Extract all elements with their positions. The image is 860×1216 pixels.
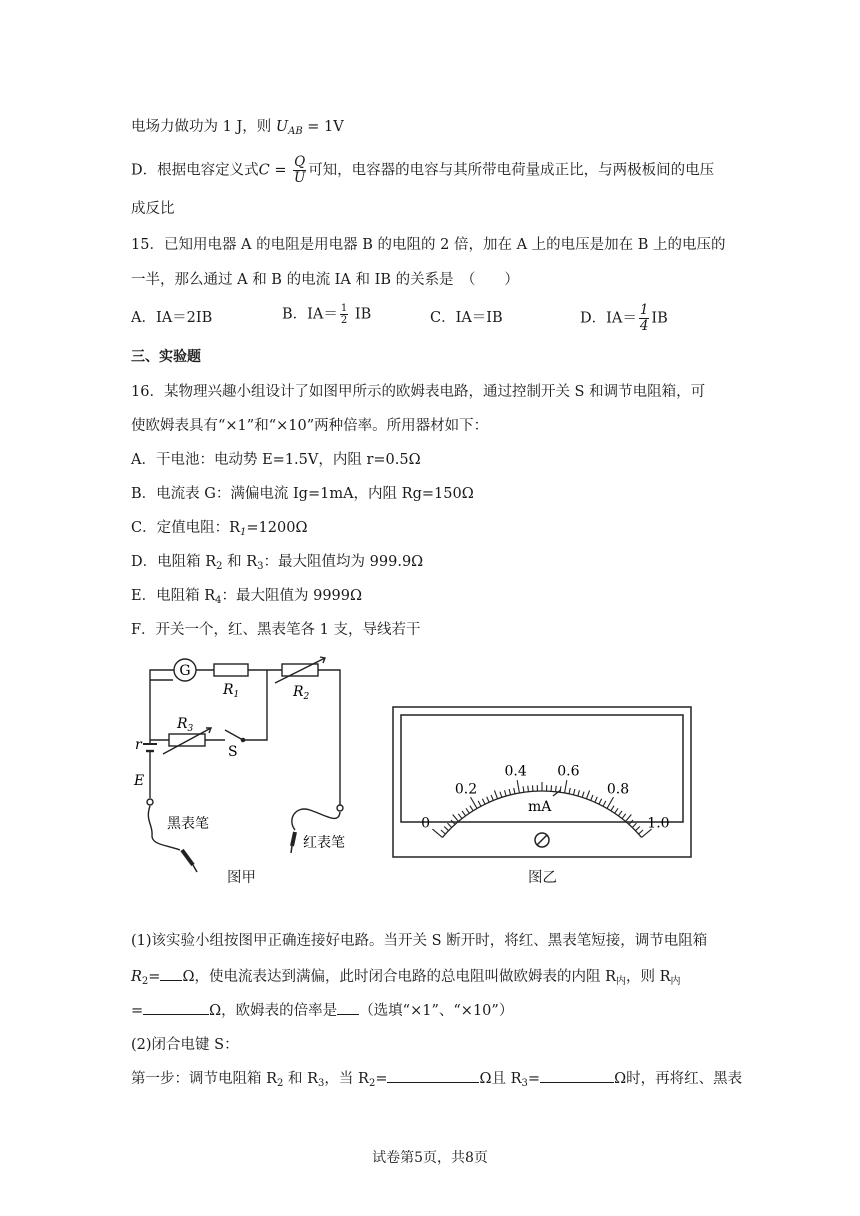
scale-tick bbox=[514, 788, 515, 794]
resistor-r1 bbox=[214, 664, 248, 676]
scale-tick bbox=[569, 788, 570, 794]
scale-tick bbox=[462, 811, 466, 816]
q15-option-d: D．IA＝ $\frac{1}{4}$ IB bbox=[580, 302, 668, 334]
unit-label: mA bbox=[528, 799, 552, 815]
scale-tick bbox=[466, 808, 469, 813]
figure-a-caption: 图甲 bbox=[227, 870, 256, 886]
black-probe-label: 黑表笔 bbox=[167, 816, 209, 832]
scale-tick bbox=[444, 827, 448, 831]
figure-b-caption: 图乙 bbox=[528, 870, 557, 886]
equipment-item-d: D．电阻箱 $R_2$ 和 $R_3$：最大阻值均为 999.9Ω bbox=[131, 554, 424, 572]
page-footer: 试卷第5页，共8页 bbox=[372, 1150, 488, 1166]
text-line-field-work: 电场力做功为 1 J，则 $U_{AB} = 1V$ bbox=[131, 119, 344, 137]
r1-label: $R_1$ bbox=[223, 682, 240, 700]
resistor-r3 bbox=[169, 734, 205, 746]
part-1-line-2: $R_2= \Omega$，使电流表达到满偏，此时闭合电路的总电阻叫做欧姆表的内阻 $R_内$，则 $R_内$ bbox=[131, 966, 681, 992]
scale-tick bbox=[626, 815, 632, 822]
blank-r2-value[interactable] bbox=[160, 966, 182, 981]
question-15-line-2: 一半，那么通过 A 和 B 的电流 IA 和 IB 的关系是 （ ） bbox=[131, 272, 519, 288]
scale-tick bbox=[607, 797, 614, 808]
blank-step1-r3[interactable] bbox=[540, 1068, 614, 1083]
equipment-item-a: A．干电池：电动势 E=1.5V，内阻 r=0.5Ω bbox=[131, 452, 421, 468]
scale-label: 1.0 bbox=[647, 815, 670, 832]
scale-tick bbox=[603, 801, 606, 806]
scale-tick bbox=[478, 801, 481, 806]
scale-tick bbox=[487, 797, 489, 802]
scale-tick bbox=[636, 827, 640, 831]
zero-adjust-icon bbox=[535, 833, 549, 847]
q15-option-b: B．IA＝ $\frac{1}{2}$ IB bbox=[282, 303, 372, 326]
q15-option-c: C．IA＝IB bbox=[430, 310, 503, 326]
galvanometer-label: G bbox=[179, 663, 191, 679]
black-probe-icon bbox=[182, 850, 197, 872]
scale-tick bbox=[599, 799, 602, 804]
scale-tick bbox=[632, 823, 636, 827]
scale-tick bbox=[453, 815, 459, 822]
equipment-item-b: B．电流表 G：满偏电流 Ig=1mA，内阻 Rg=150Ω bbox=[131, 486, 474, 502]
scale-tick bbox=[494, 790, 497, 798]
scale-tick bbox=[505, 790, 507, 796]
circuit-diagram bbox=[125, 650, 365, 885]
scale-tick bbox=[578, 790, 580, 796]
question-16-line-1: 16．某物理兴趣小组设计了如图甲所示的欧姆表电路，通过控制开关 S 和调节电阻箱，可 bbox=[131, 384, 706, 400]
scale-tick bbox=[523, 786, 524, 792]
scale-tick bbox=[500, 792, 502, 798]
scale-tick bbox=[591, 795, 593, 801]
scale-tick bbox=[618, 811, 622, 816]
scale-tick bbox=[622, 814, 626, 819]
blank-internal-resistance[interactable] bbox=[143, 1000, 209, 1015]
emf-label: E bbox=[134, 773, 145, 789]
scale-tick bbox=[582, 792, 584, 798]
scale-tick bbox=[556, 786, 557, 792]
scale-tick bbox=[615, 808, 618, 813]
equipment-item-e: E．电阻箱 $R_4$：最大阻值为 9999Ω bbox=[131, 588, 363, 606]
scale-tick bbox=[517, 780, 519, 793]
scale-label: 0.4 bbox=[504, 763, 527, 780]
scale-tick bbox=[573, 789, 574, 795]
part-2-line-2: 第一步：调节电阻箱 $R_2$ 和 $R_3$，当 $R_2= \Omega$且 $R_3= \Omega$时，再将红、黑表 bbox=[131, 1068, 742, 1094]
blank-step1-r2[interactable] bbox=[387, 1068, 479, 1083]
scale-tick bbox=[560, 786, 561, 792]
scale-tick bbox=[595, 797, 597, 802]
scale-tick bbox=[611, 806, 614, 811]
scale-label: 0.2 bbox=[454, 781, 478, 798]
part-2-line-1: (2)闭合电键 S： bbox=[131, 1037, 239, 1053]
equipment-item-f: F．开关一个，红、黑表笔各 1 支，导线若干 bbox=[131, 622, 421, 638]
scale-tick bbox=[470, 806, 473, 811]
internal-resistance-label: r bbox=[135, 737, 142, 753]
blank-multiplier[interactable] bbox=[337, 1000, 359, 1015]
scale-tick bbox=[448, 823, 452, 827]
question-16-line-2: 使欧姆表具有“×1”和“×10”两种倍率。所用器材如下： bbox=[131, 418, 489, 434]
q15-option-a: A．IA＝2IB bbox=[131, 310, 213, 326]
ammeter-dial bbox=[392, 706, 692, 858]
red-probe-label: 红表笔 bbox=[303, 835, 345, 851]
r2-label: $R_2$ bbox=[293, 684, 310, 702]
scale-tick bbox=[639, 830, 643, 834]
scale-tick bbox=[565, 780, 567, 793]
option-d-capacitance: D．根据电容定义式C = $\frac{Q}{U}$ 可知，电容器的电容与其所带电荷量成正比，与两极板间的电压 bbox=[131, 154, 715, 186]
scale-tick bbox=[458, 814, 462, 819]
scale-tick bbox=[509, 789, 510, 795]
scale-tick bbox=[482, 799, 485, 804]
scale-label: 0.6 bbox=[557, 763, 580, 780]
scale-label: 0.8 bbox=[606, 781, 630, 798]
scale-tick bbox=[441, 830, 445, 834]
switch-label: S bbox=[228, 744, 238, 760]
section-heading-experiment: 三、实验题 bbox=[131, 349, 201, 365]
scale-tick bbox=[471, 797, 478, 808]
part-1-line-3: = Ω，欧姆表的倍率是 （选填“×1”、“×10”） bbox=[131, 1000, 513, 1021]
part-1-line-1: (1)该实验小组按图甲正确连接好电路。当开关 S 断开时，将红、黑表笔短接，调节电阻箱 bbox=[131, 933, 708, 949]
scale-tick bbox=[586, 790, 589, 798]
r3-label: $R_3$ bbox=[177, 716, 194, 734]
scale-tick bbox=[491, 795, 493, 801]
equipment-item-c: C．定值电阻：$R_1=1200\Omega$ bbox=[131, 520, 308, 538]
red-probe-icon bbox=[291, 832, 295, 853]
option-d-continued: 成反比 bbox=[131, 201, 175, 217]
scale-tick bbox=[528, 786, 529, 792]
question-15-line-1: 15．已知用电器 A 的电阻是用电器 B 的电阻的 2 倍，加在 A 上的电压是加在 B 上的电压的 bbox=[131, 237, 726, 253]
scale-label: 0 bbox=[421, 815, 431, 832]
fraction-q-over-u: $\frac{Q}{U}$ bbox=[293, 154, 306, 186]
